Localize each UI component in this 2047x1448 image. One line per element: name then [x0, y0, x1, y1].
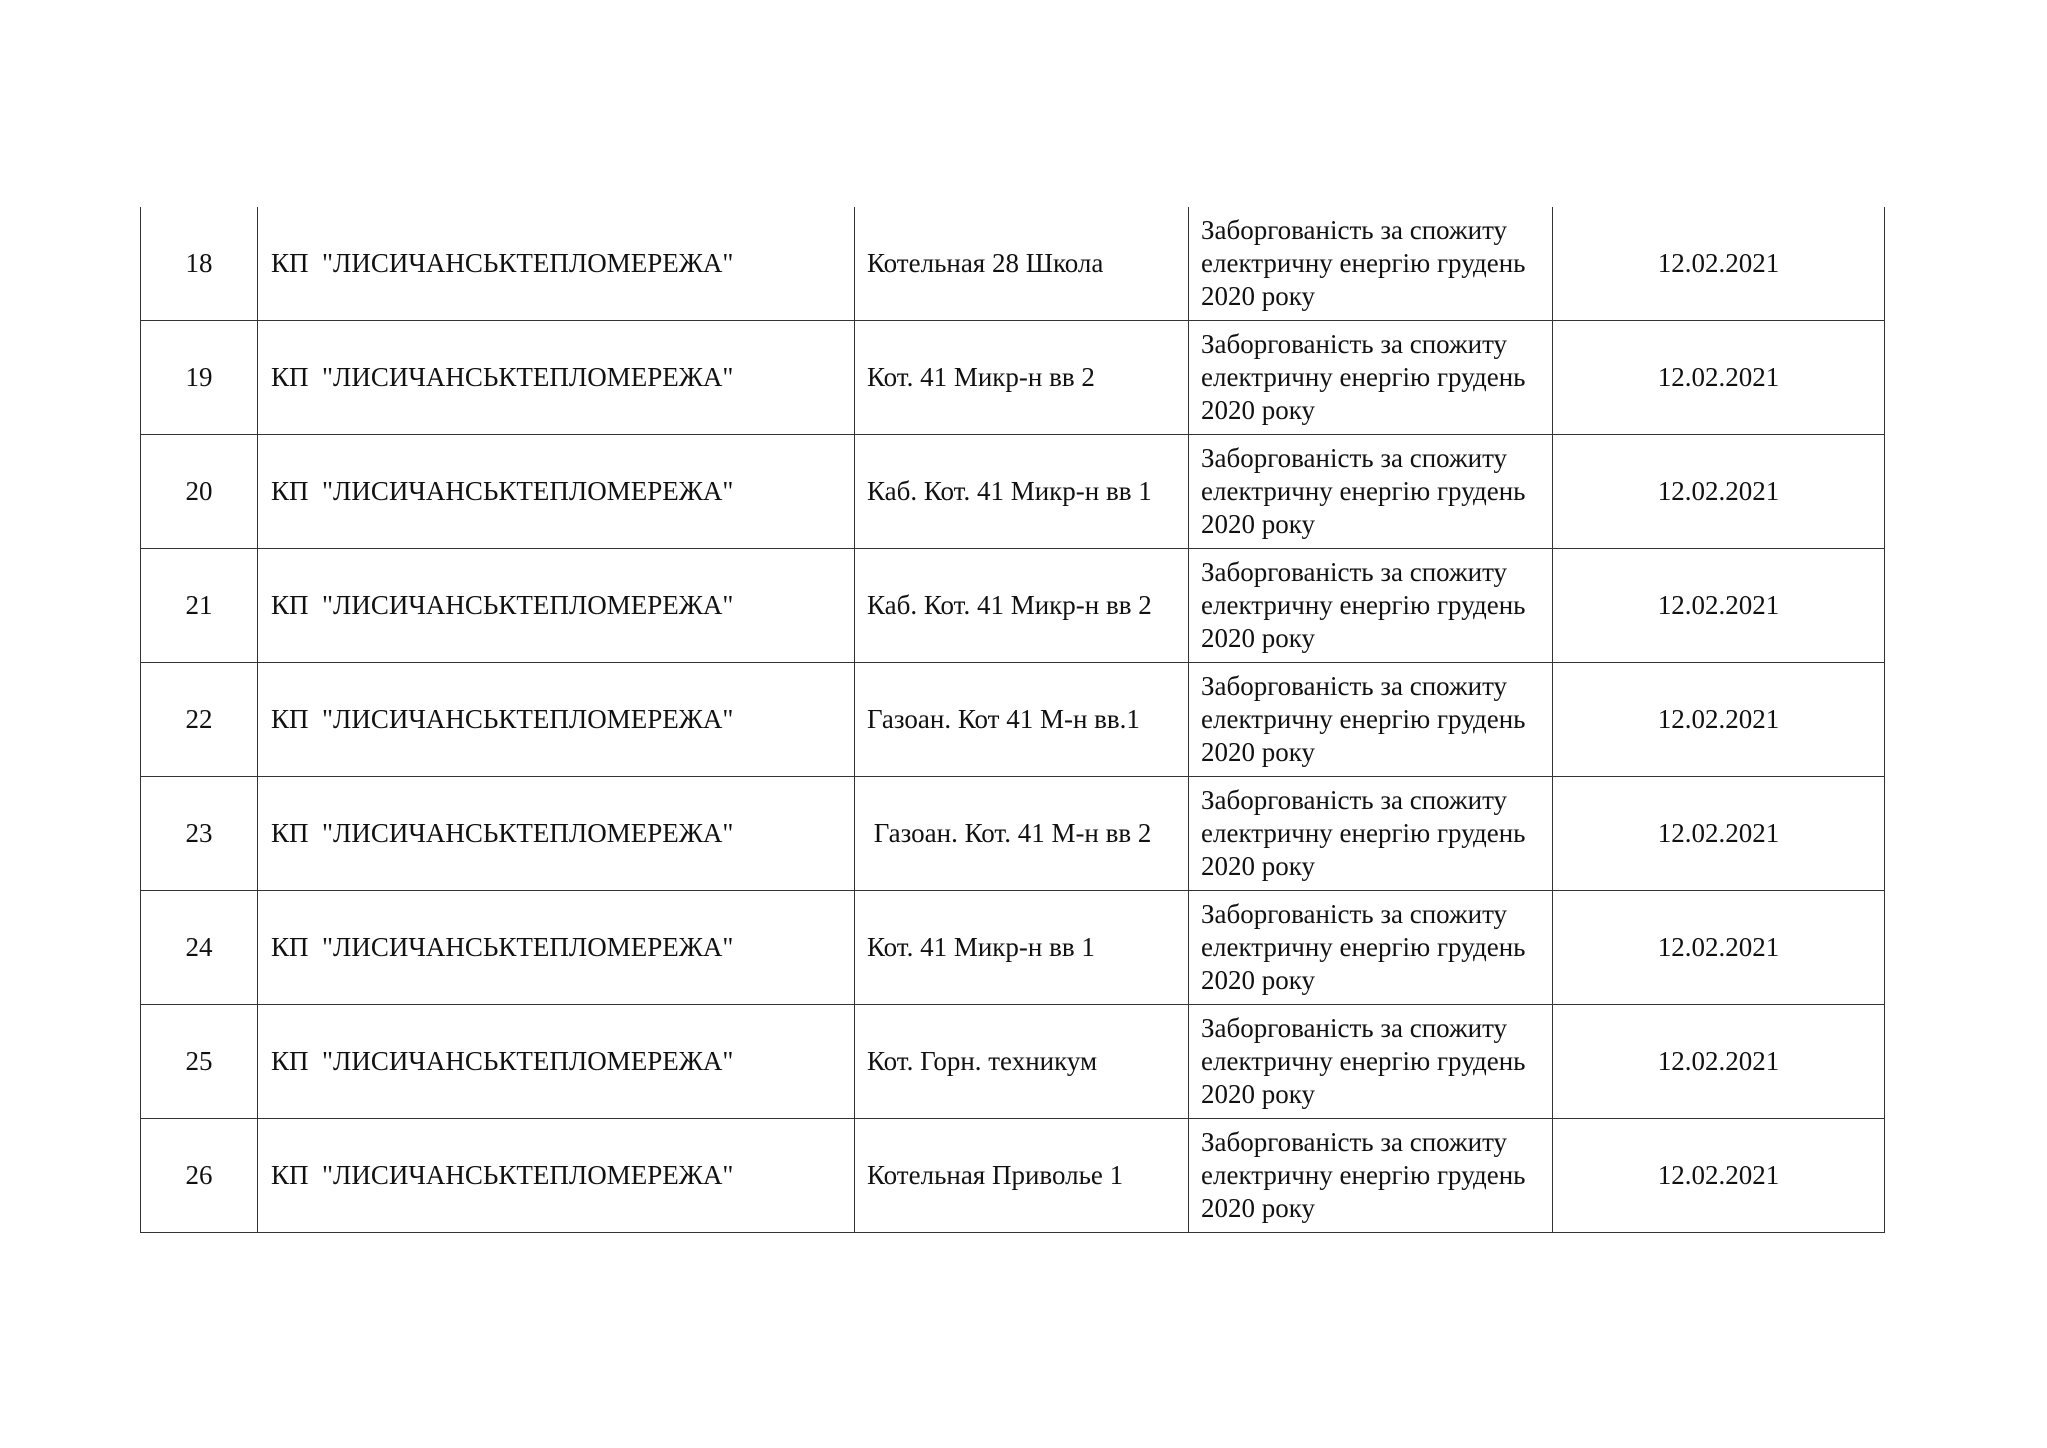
table-row [141, 891, 1885, 1005]
organization-name: КП "ЛИСИЧАНСЬКТЕПЛОМЕРЕЖА" [258, 549, 855, 663]
row-number: 24 [141, 891, 258, 1005]
organization-name: КП "ЛИСИЧАНСЬКТЕПЛОМЕРЕЖА" [258, 777, 855, 891]
debt-table [140, 207, 1885, 1233]
organization-name: КП "ЛИСИЧАНСЬКТЕПЛОМЕРЕЖА" [258, 891, 855, 1005]
table-row [141, 207, 1885, 321]
debt-description: Заборгованість за спожиту електричну енергію грудень 2020 року [1189, 435, 1553, 549]
debt-description: Заборгованість за спожиту електричну енергію грудень 2020 року [1189, 549, 1553, 663]
object-name: Каб. Кот. 41 Микр-н вв 1 [855, 435, 1189, 549]
table-row [141, 435, 1885, 549]
debt-date: 12.02.2021 [1553, 891, 1885, 1005]
debt-date: 12.02.2021 [1553, 1119, 1885, 1233]
organization-name: КП "ЛИСИЧАНСЬКТЕПЛОМЕРЕЖА" [258, 663, 855, 777]
debt-date: 12.02.2021 [1553, 435, 1885, 549]
debt-date: 12.02.2021 [1553, 207, 1885, 321]
debt-date: 12.02.2021 [1553, 549, 1885, 663]
debt-description: Заборгованість за спожиту електричну енергію грудень 2020 року [1189, 321, 1553, 435]
organization-name: КП "ЛИСИЧАНСЬКТЕПЛОМЕРЕЖА" [258, 321, 855, 435]
organization-name: КП "ЛИСИЧАНСЬКТЕПЛОМЕРЕЖА" [258, 1005, 855, 1119]
object-name: Кот. 41 Микр-н вв 1 [855, 891, 1189, 1005]
debt-description: Заборгованість за спожиту електричну енергію грудень 2020 року [1189, 777, 1553, 891]
debt-description: Заборгованість за спожиту електричну енергію грудень 2020 року [1189, 891, 1553, 1005]
object-name: Газоан. Кот 41 М-н вв.1 [855, 663, 1189, 777]
object-name: Газоан. Кот. 41 М-н вв 2 [855, 777, 1189, 891]
row-number: 25 [141, 1005, 258, 1119]
table-row [141, 1005, 1885, 1119]
table-row [141, 663, 1885, 777]
organization-name: КП "ЛИСИЧАНСЬКТЕПЛОМЕРЕЖА" [258, 435, 855, 549]
table-row [141, 549, 1885, 663]
table-row [141, 1119, 1885, 1233]
row-number: 22 [141, 663, 258, 777]
debt-date: 12.02.2021 [1553, 321, 1885, 435]
debt-date: 12.02.2021 [1553, 1005, 1885, 1119]
debt-description: Заборгованість за спожиту електричну енергію грудень 2020 року [1189, 1119, 1553, 1233]
object-name: Кот. 41 Микр-н вв 2 [855, 321, 1189, 435]
row-number: 21 [141, 549, 258, 663]
organization-name: КП "ЛИСИЧАНСЬКТЕПЛОМЕРЕЖА" [258, 1119, 855, 1233]
debt-date: 12.02.2021 [1553, 777, 1885, 891]
object-name: Котельная Приволье 1 [855, 1119, 1189, 1233]
object-name: Каб. Кот. 41 Микр-н вв 2 [855, 549, 1189, 663]
debt-table-body [141, 207, 1885, 1233]
debt-description: Заборгованість за спожиту електричну енергію грудень 2020 року [1189, 1005, 1553, 1119]
organization-name: КП "ЛИСИЧАНСЬКТЕПЛОМЕРЕЖА" [258, 207, 855, 321]
table-row [141, 777, 1885, 891]
object-name: Кот. Горн. техникум [855, 1005, 1189, 1119]
debt-description: Заборгованість за спожиту електричну енергію грудень 2020 року [1189, 663, 1553, 777]
row-number: 23 [141, 777, 258, 891]
object-name: Котельная 28 Школа [855, 207, 1189, 321]
debt-date: 12.02.2021 [1553, 663, 1885, 777]
row-number: 20 [141, 435, 258, 549]
row-number: 18 [141, 207, 258, 321]
debt-description: Заборгованість за спожиту електричну енергію грудень 2020 року [1189, 207, 1553, 321]
table-row [141, 321, 1885, 435]
row-number: 19 [141, 321, 258, 435]
row-number: 26 [141, 1119, 258, 1233]
